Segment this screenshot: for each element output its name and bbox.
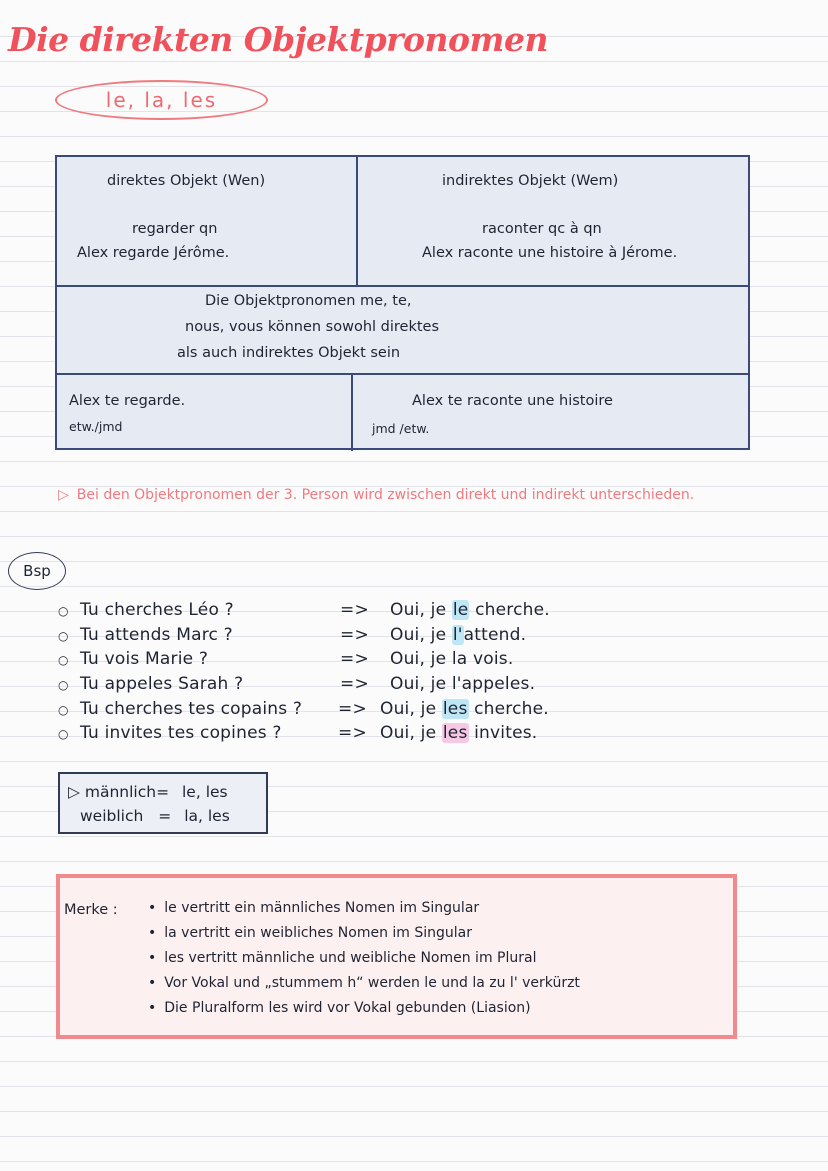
answer-end: attend. xyxy=(463,624,527,645)
merke-label: Merke : xyxy=(64,902,118,918)
subtitle-oval xyxy=(55,80,268,120)
example-answer xyxy=(390,674,535,694)
answer-end: appeles. xyxy=(461,674,536,695)
gender-female-row xyxy=(68,804,258,828)
bullet-icon: ○ xyxy=(58,678,69,693)
middle-text-line-2: nous, vous können sowohl direktes xyxy=(185,319,440,335)
triangle-marker-icon: ▷ xyxy=(58,487,69,503)
bsp-badge xyxy=(8,552,66,590)
table-divider-upper xyxy=(57,285,748,287)
merke-item: • le vertritt ein männliches Nomen im Singular xyxy=(148,896,580,921)
indirect-example-sentence: Alex raconte une histoire à Jérome. xyxy=(422,245,678,261)
answer-end: invites. xyxy=(468,723,538,744)
example-row xyxy=(58,674,758,699)
bullet-icon: ○ xyxy=(58,604,69,618)
answer-start: Oui, je xyxy=(380,723,442,744)
answer-pronoun: les xyxy=(442,698,468,719)
triangle-marker-icon: ▷ xyxy=(68,783,80,801)
arrow-icon: => xyxy=(340,649,369,670)
direct-example-verb: regarder qn xyxy=(132,221,218,237)
example-answer xyxy=(390,649,513,669)
merke-item: • Vor Vokal und „stummem h“ werden le und la zu l' verkürzt xyxy=(148,971,580,996)
example-row xyxy=(58,723,758,748)
subtitle-text: le, la, les xyxy=(105,88,218,112)
bsp-label: Bsp xyxy=(23,562,51,580)
direct-object-header: direktes Objekt (Wen) xyxy=(107,173,266,189)
answer-end: vois. xyxy=(467,649,514,670)
answer-end: cherche. xyxy=(469,600,550,620)
gender-female-value: la, les xyxy=(184,807,230,825)
example-row xyxy=(58,625,758,650)
example-question: Tu vois Marie ? xyxy=(80,649,209,670)
table-divider-top xyxy=(356,157,358,287)
answer-pronoun: l' xyxy=(451,674,462,695)
answer-end: cherche. xyxy=(468,698,549,719)
example-answer xyxy=(390,600,550,620)
bottom-left-note: etw./jmd xyxy=(69,419,123,434)
comparison-table xyxy=(55,155,750,450)
direct-example-sentence: Alex regarde Jérôme. xyxy=(77,245,230,261)
answer-start: Oui, je xyxy=(390,649,452,670)
example-answer xyxy=(390,625,526,645)
gender-box xyxy=(58,772,268,834)
answer-pronoun: la xyxy=(451,649,468,670)
table-divider-lower xyxy=(57,373,748,375)
gender-male-value: le, les xyxy=(182,783,228,801)
example-answer xyxy=(380,699,549,719)
gender-male-row xyxy=(68,780,258,804)
arrow-icon: => xyxy=(340,600,369,620)
example-question: Tu invites tes copines ? xyxy=(80,723,282,744)
example-row xyxy=(58,600,758,625)
arrow-icon: => xyxy=(340,674,369,695)
example-question: Tu appeles Sarah ? xyxy=(80,674,244,695)
indirect-object-header: indirektes Objekt (Wem) xyxy=(442,173,619,189)
bottom-right-sentence: Alex te raconte une histoire xyxy=(412,393,613,409)
bullet-icon: ○ xyxy=(58,653,69,668)
answer-start: Oui, je xyxy=(380,698,442,719)
example-row xyxy=(58,699,758,724)
bullet-icon: ○ xyxy=(58,727,69,742)
gender-male-label: männlich= xyxy=(84,783,170,801)
answer-pronoun: le xyxy=(452,600,469,620)
middle-text-line-3: als auch indirektes Objekt sein xyxy=(177,345,401,361)
bullet-icon: ○ xyxy=(58,628,69,643)
page-title: Die direkten Objektpronomen xyxy=(8,20,548,59)
table-divider-bottom xyxy=(351,373,353,451)
merke-item: • les vertritt männliche und weibliche Nomen im Plural xyxy=(148,946,580,971)
arrow-icon: => xyxy=(338,698,367,719)
gender-female-eq: = xyxy=(158,807,172,825)
middle-text-line-1: Die Objektpronomen me, te, xyxy=(205,293,412,309)
answer-pronoun: l' xyxy=(452,624,463,645)
gender-female-label: weiblich xyxy=(80,807,144,825)
answer-pronoun: les xyxy=(442,723,468,744)
arrow-icon: => xyxy=(338,723,367,744)
rule-note-text: Bei den Objektpronomen der 3. Person wird zwischen direkt und indirekt unterschieden. xyxy=(76,487,695,503)
example-row xyxy=(58,649,758,674)
merke-box xyxy=(56,874,737,1039)
example-list xyxy=(58,600,758,748)
bottom-left-sentence: Alex te regarde. xyxy=(69,393,186,409)
example-question: Tu cherches Léo ? xyxy=(80,600,234,620)
answer-start: Oui, je xyxy=(390,624,452,645)
rule-note xyxy=(58,484,738,506)
answer-start: Oui, je xyxy=(390,674,452,695)
indirect-example-verb: raconter qc à qn xyxy=(482,221,602,237)
merke-item: • la vertritt ein weibliches Nomen im Singular xyxy=(148,921,580,946)
example-answer xyxy=(380,723,537,743)
arrow-icon: => xyxy=(340,624,369,645)
example-question: Tu cherches tes copains ? xyxy=(80,698,303,719)
answer-start: Oui, je xyxy=(390,600,452,620)
merke-list xyxy=(148,896,580,1021)
bullet-icon: ○ xyxy=(58,702,69,717)
example-question: Tu attends Marc ? xyxy=(80,624,233,645)
merke-item: • Die Pluralform les wird vor Vokal gebunden (Liasion) xyxy=(148,996,580,1021)
bottom-right-note: jmd /etw. xyxy=(372,421,430,436)
